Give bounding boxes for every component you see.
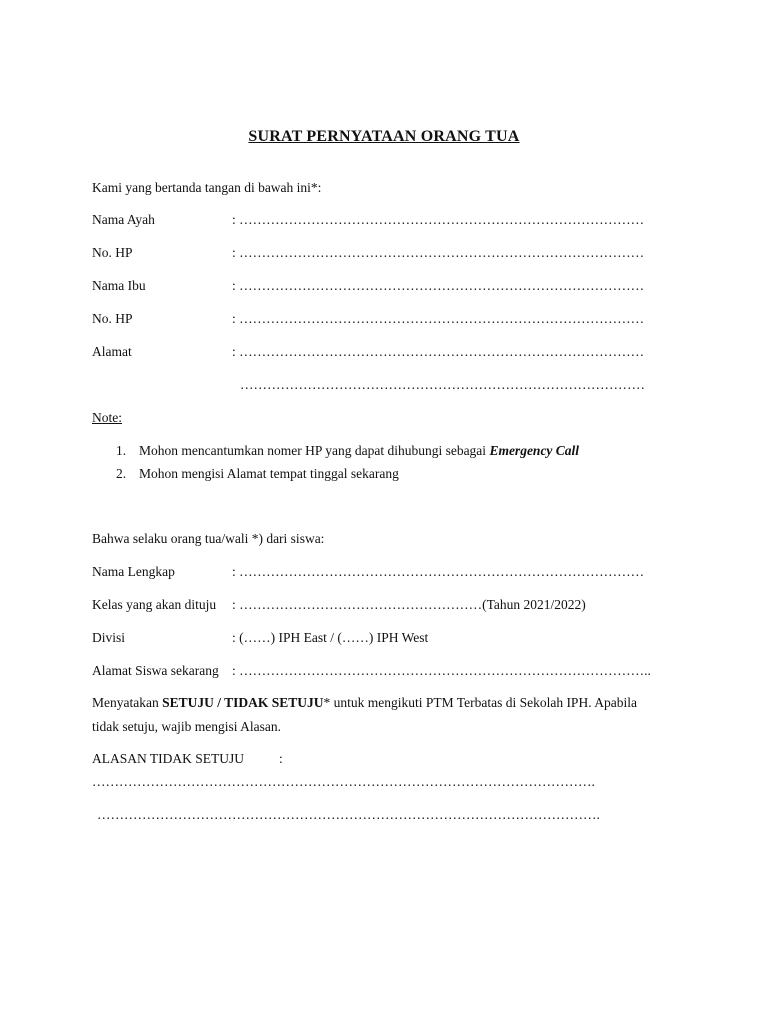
field-label: Nama Ibu xyxy=(92,278,146,293)
note-item-text: Mohon mengisi Alamat tempat tinggal sekarang xyxy=(139,466,399,481)
note-label: Note: xyxy=(92,410,122,425)
field-label: No. HP xyxy=(92,245,133,260)
note-item xyxy=(139,466,399,482)
field-label: Alamat Siswa sekarang xyxy=(92,663,219,678)
field-blank[interactable]: : ……………………………………………………………………………… xyxy=(232,311,645,326)
field-blank[interactable]: : ……………………………………………………………………………….. xyxy=(232,663,651,678)
field-blank[interactable]: : (……) IPH East / (……) IPH West xyxy=(232,630,429,645)
field-label: No. HP xyxy=(92,311,133,326)
field-label: Nama Lengkap xyxy=(92,564,175,579)
reason-label: ALASAN TIDAK SETUJU xyxy=(92,751,245,766)
note-item-number: 2. xyxy=(116,466,127,481)
field-blank[interactable]: : ……………………………………………………………………………… xyxy=(232,245,645,260)
student-intro-text: Bahwa selaku orang tua/wali *) dari siswa: xyxy=(92,531,325,546)
note-item-text: Mohon mencantumkan nomer HP yang dapat dihubungi sebagai xyxy=(139,443,490,458)
reason-blank-1[interactable]: …………………………………………………………………………………………………. xyxy=(92,774,595,789)
field-blank[interactable]: : ……………………………………………………………………………… xyxy=(232,344,645,359)
field-label: Nama Ayah xyxy=(92,212,155,227)
statement-choice: SETUJU / TIDAK SETUJU xyxy=(162,695,324,710)
statement-suffix: * untuk mengikuti PTM Terbatas di Sekolah IPH. Apabila xyxy=(323,695,637,710)
field-label: Divisi xyxy=(92,630,126,645)
note-item xyxy=(139,443,579,459)
note-item-number: 1. xyxy=(116,443,127,458)
field-blank[interactable]: : ……………………………………………………………………………… xyxy=(232,212,645,227)
field-label: Alamat xyxy=(92,344,132,359)
statement-line-1 xyxy=(92,695,637,711)
reason-blank-2[interactable]: …………………………………………………………………………………………………. xyxy=(97,807,600,822)
reason-colon: : xyxy=(279,751,283,766)
field-label: Kelas yang akan dituju xyxy=(92,597,217,612)
field-blank[interactable]: : ……………………………………………………………………………… xyxy=(232,278,645,293)
field-blank[interactable]: : ………………………………………………(Tahun 2021/2022) xyxy=(232,597,586,612)
note-item-emphasis: Emergency Call xyxy=(489,443,580,458)
statement-line-2: tidak setuju, wajib mengisi Alasan. xyxy=(92,719,281,734)
document-title: SURAT PERNYATAAN ORANG TUA xyxy=(248,128,520,145)
field-blank[interactable]: : ……………………………………………………………………………… xyxy=(232,564,645,579)
address-continuation-blank[interactable]: ……………………………………………………………………………… xyxy=(240,377,645,392)
intro-text: Kami yang bertanda tangan di bawah ini*: xyxy=(92,180,322,195)
statement-prefix: Menyatakan xyxy=(92,695,163,710)
